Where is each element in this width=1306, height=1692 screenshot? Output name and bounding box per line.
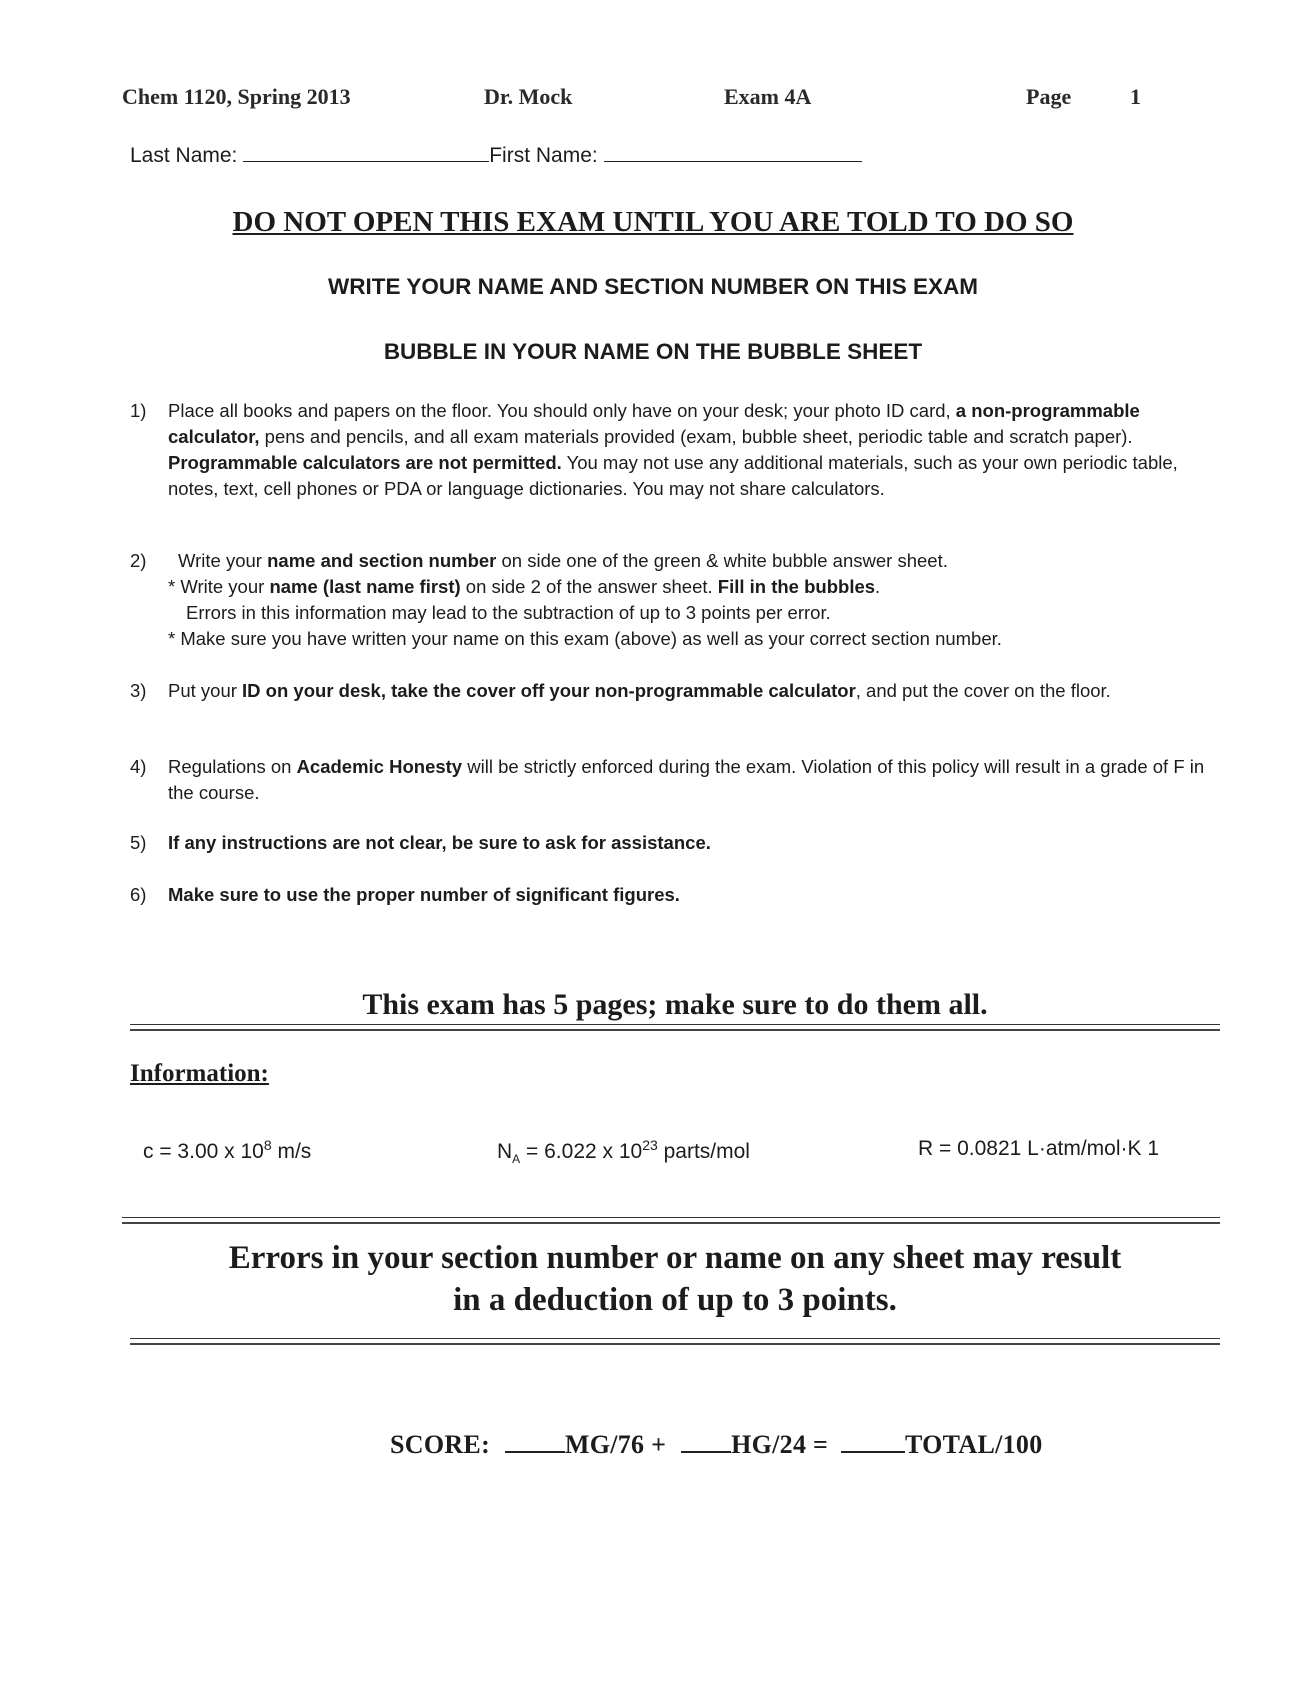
mg-score-label: MG/76 + (564, 1430, 667, 1459)
first-name-field[interactable] (604, 143, 862, 162)
instructor-name: Dr. Mock (484, 84, 573, 109)
instruction-number: 5) (130, 832, 147, 853)
errors-notice-line: in a deduction of up to 3 points. (453, 1282, 897, 1318)
last-name-label: Last Name: (130, 144, 238, 167)
page-number: 1 (1130, 84, 1141, 109)
instruction-text: Make sure to use the proper number of significant figures. (168, 884, 680, 905)
instruction-item (130, 882, 1210, 908)
score-label: SCORE: (390, 1430, 491, 1459)
instruction-text: Write your name and section number on side one of the green & white bubble answer sheet. (178, 550, 948, 571)
exam-version: Exam 4A (724, 84, 812, 109)
total-score-label: TOTAL/100 (904, 1430, 1043, 1459)
information-heading: Information: (130, 1060, 269, 1087)
instruction-subitem: * Make sure you have written your name on this exam (above) as well as your correct section number. (168, 628, 1002, 649)
instruction-text: If any instructions are not clear, be sure to ask for assistance. (168, 832, 711, 853)
instruction-number: 2) (130, 550, 147, 571)
instruction-item (130, 830, 1210, 856)
total-score-blank[interactable] (841, 1433, 905, 1453)
instruction-number: 3) (130, 680, 147, 701)
instruction-number: 6) (130, 884, 147, 905)
page-label: Page (1026, 84, 1072, 109)
hg-score-blank[interactable] (681, 1433, 731, 1453)
instruction-text: Place all books and papers on the floor. You should only have on your desk; your photo ID card, a non-programmable calculator, pens and pencils, and all exam materials provided (exam, bubble sheet, periodic table and scratch paper). Programmable calculators are not permitted. You may not use any additional materials, such as your own periodic table, notes, text, cell phones or PDA or language dictionaries. You may not share calculators. (168, 400, 1178, 499)
name-fields (130, 143, 862, 168)
exam-warning-title (0, 206, 1306, 239)
constant-gas: R = 0.0821 L·atm/mol·K 1 (918, 1137, 1160, 1160)
instruction-subitem: * Write your name (last name first) on side 2 of the answer sheet. Fill in the bubbles. (168, 576, 881, 597)
instruction-text: Put your ID on your desk, take the cover off your non-programmable calculator, and put the cover on the floor. (168, 680, 1111, 701)
score-line (390, 1430, 1043, 1460)
instruction-number: 4) (130, 756, 147, 777)
divider-line (122, 1217, 1220, 1224)
instruction-subitem-continued: Errors in this information may lead to the subtraction of up to 3 points per error. (186, 602, 831, 623)
divider-line (130, 1338, 1220, 1345)
instruction-item (130, 398, 1210, 502)
constant-speed-of-light: c = 3.00 x $10^8$ m/s (143, 1137, 312, 1163)
mg-score-blank[interactable] (505, 1433, 565, 1453)
instruction-number: 1) (130, 400, 147, 421)
instruction-item (130, 548, 1210, 652)
write-name-instruction: WRITE YOUR NAME AND SECTION NUMBER ON THIS EXAM (327, 274, 979, 299)
errors-notice-line: Errors in your section number or name on any sheet may result (228, 1240, 1122, 1276)
bubble-name-instruction: BUBBLE IN YOUR NAME ON THE BUBBLE SHEET (383, 339, 923, 364)
course-name: Chem 1120, Spring 2013 (122, 84, 351, 109)
errors-notice (130, 1237, 1220, 1321)
first-name-label: First Name: (489, 144, 598, 167)
divider-line (130, 1024, 1220, 1031)
last-name-field[interactable] (243, 143, 489, 162)
instruction-item (130, 754, 1210, 806)
instruction-text: Regulations on Academic Honesty will be strictly enforced during the exam. Violation of this policy will result in a grade of F in the course. (168, 756, 1205, 803)
exam-warning-text: DO NOT OPEN THIS EXAM UNTIL YOU ARE TOLD TO DO SO (232, 206, 1074, 238)
hg-score-label: HG/24 = (731, 1430, 829, 1459)
pages-notice: This exam has 5 pages; make sure to do them all. (362, 988, 988, 1021)
instruction-item (130, 678, 1210, 704)
constant-avogadro: $N_A = 6.022$ x $10^{23}$ parts/mol (497, 1137, 750, 1167)
